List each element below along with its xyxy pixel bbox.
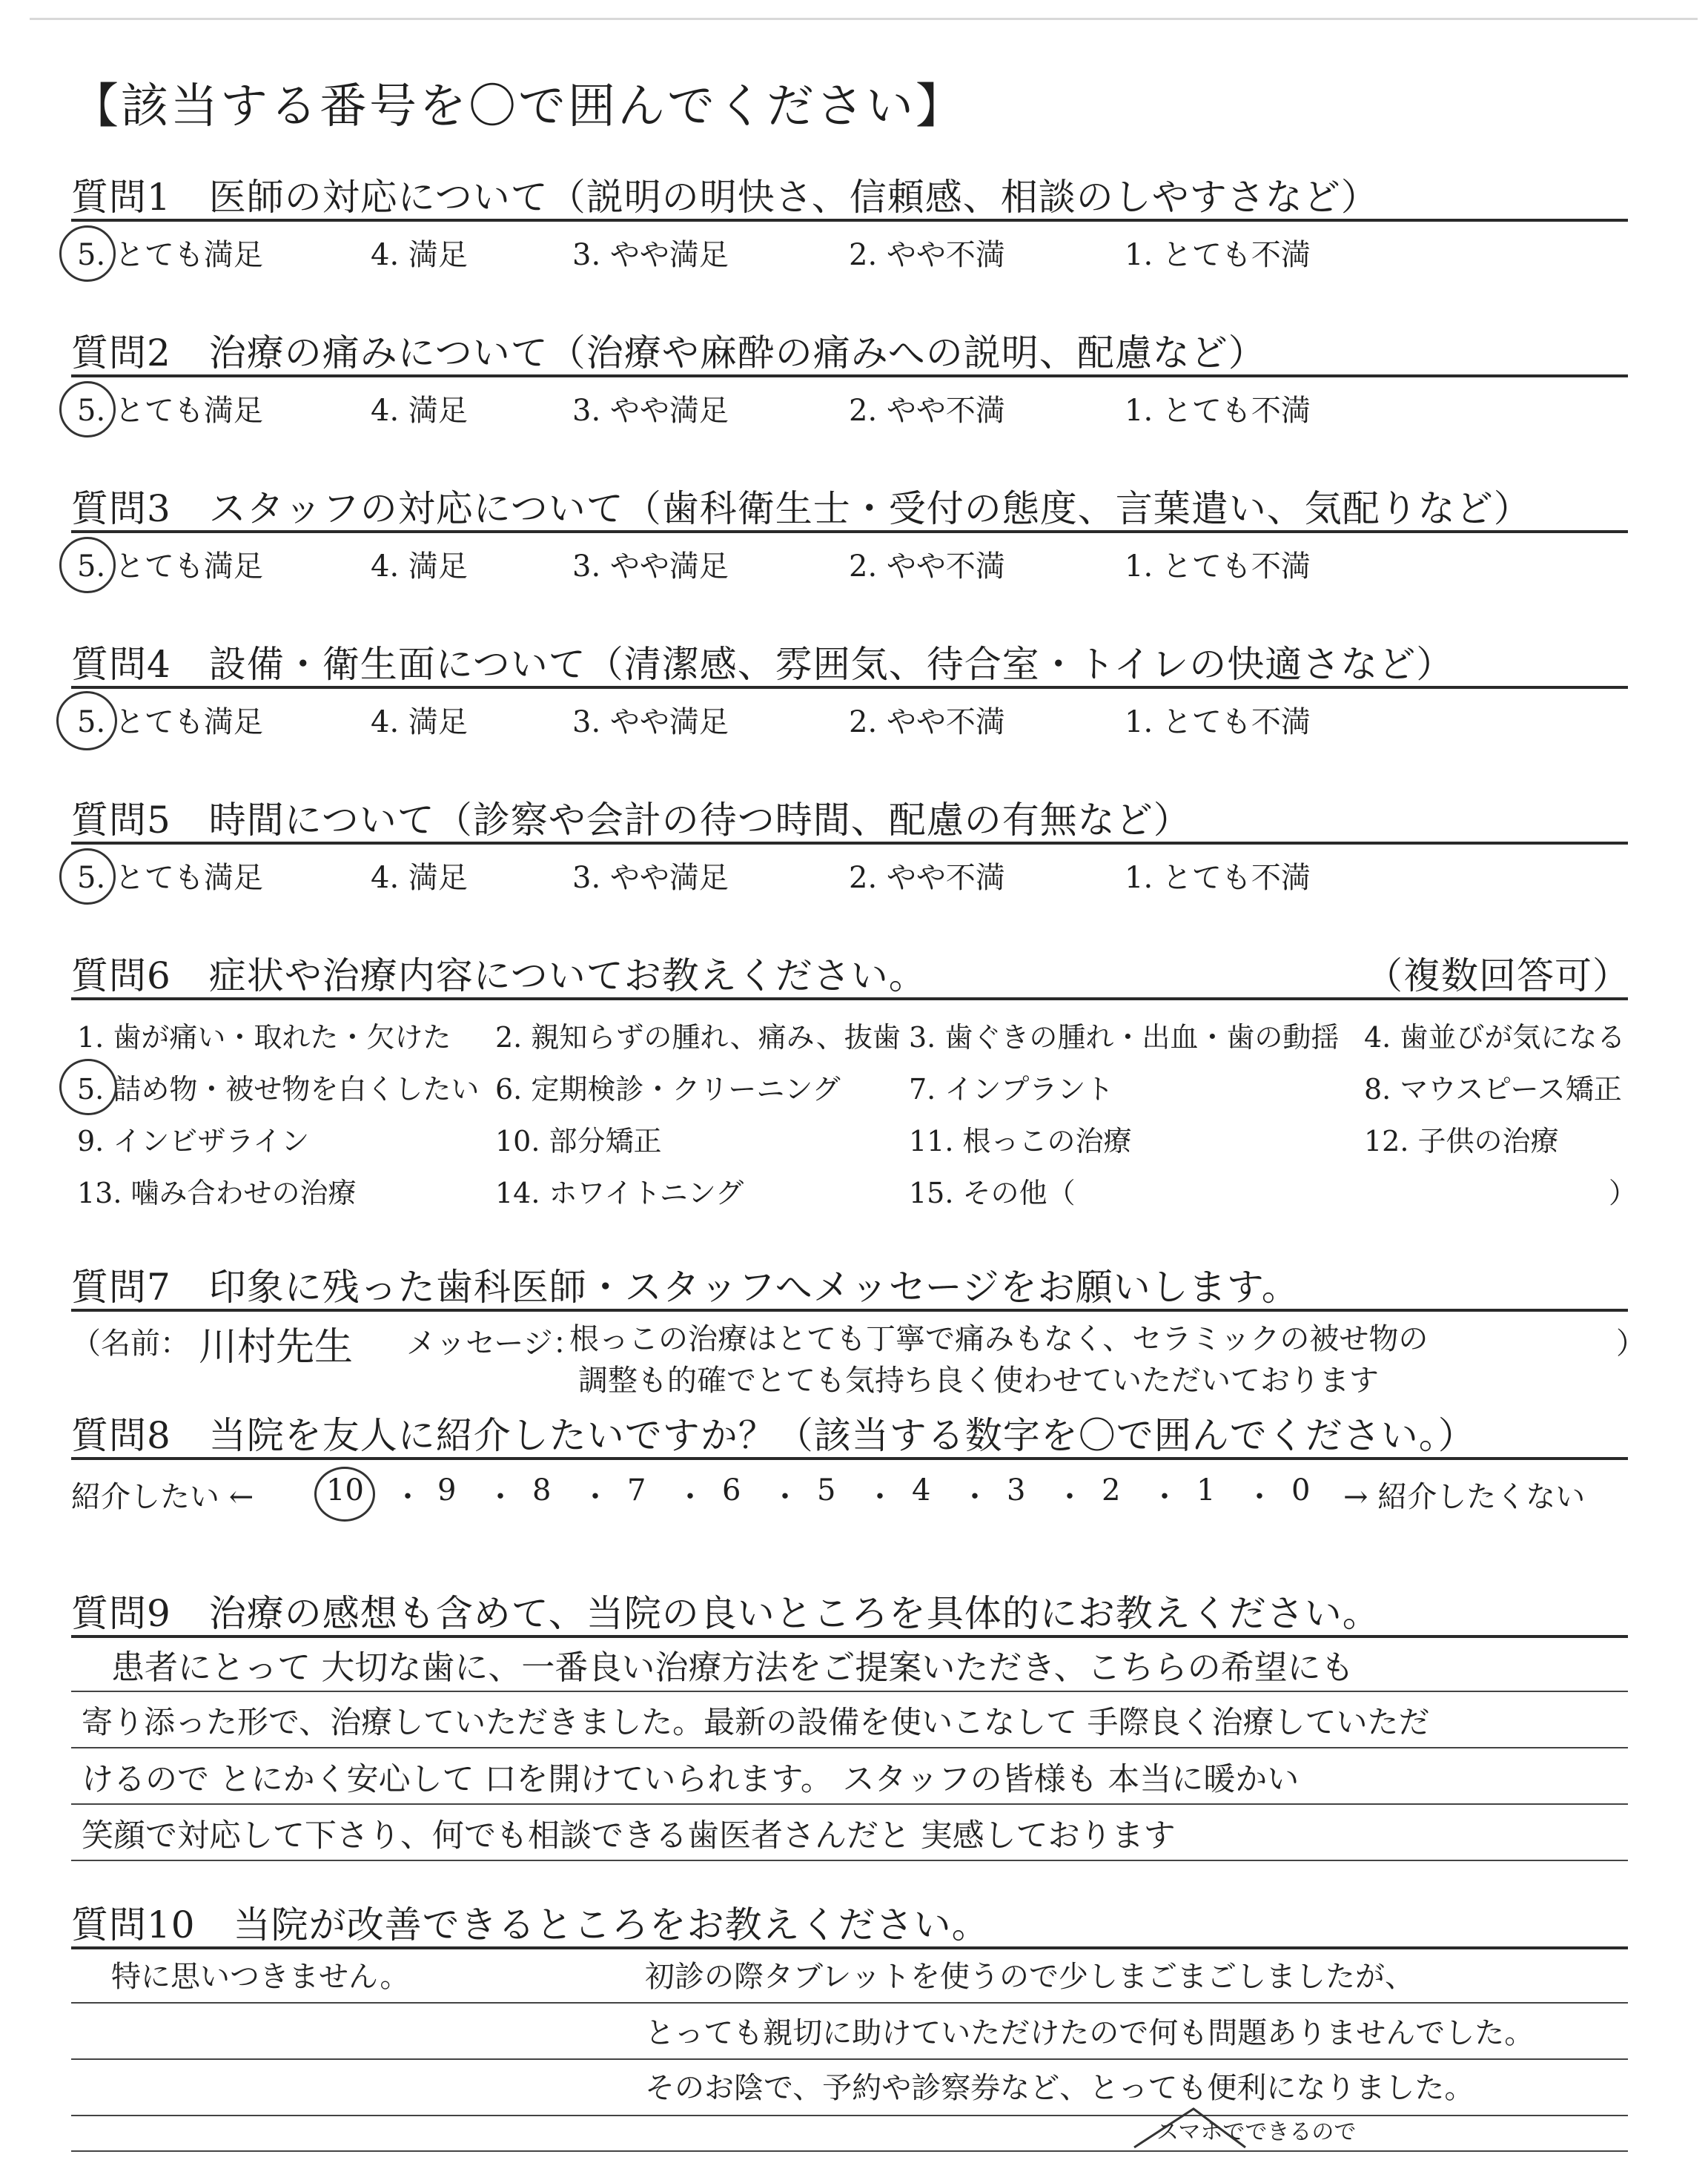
q2-option-5[interactable]: 5. とても満足: [77, 394, 263, 428]
question-8-rule: [71, 1457, 1628, 1460]
q1-option-5[interactable]: 5. とても満足: [77, 238, 263, 272]
top-edge-line: [30, 18, 1698, 20]
q6-item-3[interactable]: 3. 歯ぐきの腫れ・出血・歯の動揺: [909, 1021, 1340, 1054]
q2-option-1[interactable]: 1. とても不満: [1125, 394, 1311, 428]
q8-dot-2: ・: [486, 1480, 515, 1514]
q6-item-8[interactable]: 8. マウスピース矯正: [1364, 1073, 1622, 1106]
q4-option-2[interactable]: 2. やや不満: [849, 705, 1005, 739]
q4-option-5[interactable]: 5. とても満足: [77, 705, 263, 739]
question-10-rule: [71, 1946, 1628, 1949]
question-7-rule: [71, 1309, 1628, 1312]
q6-item-5[interactable]: 5. 詰め物・被せ物を白くしたい: [77, 1073, 480, 1106]
q6-item-11[interactable]: 11. 根っこの治療: [909, 1125, 1132, 1157]
q10-insert-note[interactable]: スマホでできるので: [1156, 2119, 1357, 2145]
q2-option-3[interactable]: 3. やや満足: [572, 394, 729, 428]
q8-dot-5: ・: [770, 1480, 800, 1514]
question-4-rule: [71, 686, 1628, 689]
q8-dot-10: ・: [1245, 1480, 1274, 1514]
insert-caret-mark: [1127, 2103, 1260, 2152]
question-6-note: （複数回答可）: [1366, 954, 1630, 997]
question-6-title: 質問6 症状や治療内容についてお教えください。: [71, 954, 927, 997]
q7-message-line-1[interactable]: 根っこの治療はとても丁寧で痛みもなく、セラミックの被せ物の: [569, 1322, 1429, 1356]
q8-scale-1[interactable]: 1: [1196, 1473, 1216, 1507]
question-5-rule: [71, 842, 1628, 845]
q2-selection-circle: [59, 381, 116, 437]
q8-scale-9[interactable]: 9: [437, 1473, 457, 1507]
q2-option-4[interactable]: 4. 満足: [371, 394, 468, 428]
question-7-title: 質問7 印象に残った歯科医師・スタッフへメッセージをお願いします。: [71, 1266, 1300, 1309]
q10-answer-line-2[interactable]: とっても親切に助けていただけたので何も問題ありませんでした。: [645, 2016, 1535, 2050]
q6-item-10[interactable]: 10. 部分矯正: [495, 1125, 662, 1157]
q8-dot-8: ・: [1055, 1480, 1085, 1514]
q6-other-close-paren: ）: [1609, 1177, 1638, 1209]
q2-option-2[interactable]: 2. やや不満: [849, 394, 1005, 428]
q8-scale-7[interactable]: 7: [627, 1473, 646, 1507]
q1-option-3[interactable]: 3. やや満足: [572, 238, 729, 272]
instruction-header: 【該当する番号を〇で囲んでください】: [71, 79, 965, 134]
q9-answer-line-3[interactable]: けるので とにかく安心して 口を開けていられます。 スタッフの皆様も 本当に暖かい: [82, 1761, 1300, 1798]
q7-close-paren: ）: [1616, 1327, 1646, 1361]
q8-scale-5[interactable]: 5: [817, 1473, 836, 1507]
q3-option-1[interactable]: 1. とても不満: [1125, 549, 1311, 584]
q5-selection-circle: [59, 848, 116, 905]
q8-dot-3: ・: [580, 1480, 610, 1514]
q8-scale-4[interactable]: 4: [912, 1473, 931, 1507]
q8-dot-9: ・: [1150, 1480, 1179, 1514]
q1-option-4[interactable]: 4. 満足: [371, 238, 468, 272]
q8-scale-10[interactable]: 10: [326, 1473, 364, 1507]
q3-option-2[interactable]: 2. やや不満: [849, 549, 1005, 584]
q10-answer-rule-4: [71, 2150, 1628, 2152]
question-4-title: 質問4 設備・衛生面について（清潔感、雰囲気、待合室・トイレの快適さなど）: [71, 643, 1454, 686]
q8-selection-circle: [314, 1467, 375, 1522]
q8-right-label: → 紹介したくない: [1343, 1480, 1586, 1514]
q8-dot-6: ・: [865, 1480, 895, 1514]
q10-answer-rule-2: [71, 2058, 1628, 2060]
q9-answer-rule-1: [71, 1691, 1628, 1692]
q4-option-4[interactable]: 4. 満足: [371, 705, 468, 739]
q1-option-1[interactable]: 1. とても不満: [1125, 238, 1311, 272]
q4-option-1[interactable]: 1. とても不満: [1125, 705, 1311, 739]
q3-option-4[interactable]: 4. 満足: [371, 549, 468, 584]
q5-option-4[interactable]: 4. 満足: [371, 861, 468, 895]
q8-scale-0[interactable]: 0: [1291, 1473, 1311, 1507]
q10-answer-line-1[interactable]: 初診の際タブレットを使うので少しまごまごしましたが、: [645, 1960, 1414, 1994]
q8-scale-3[interactable]: 3: [1007, 1473, 1026, 1507]
question-9-title: 質問9 治療の感想も含めて、当院の良いところを具体的にお教えください。: [71, 1592, 1380, 1635]
q8-dot-4: ・: [675, 1480, 705, 1514]
q9-answer-line-4[interactable]: 笑顔で対応して下さり、何でも相談できる歯医者さんだと 実感しております: [82, 1817, 1176, 1855]
q8-scale-2[interactable]: 2: [1102, 1473, 1121, 1507]
q8-dot-7: ・: [960, 1480, 990, 1514]
question-3-title: 質問3 スタッフの対応について（歯科衛生士・受付の態度、言葉遣い、気配りなど）: [71, 487, 1532, 530]
q1-selection-circle: [59, 225, 116, 282]
q9-answer-rule-4: [71, 1860, 1628, 1861]
q5-option-5[interactable]: 5. とても満足: [77, 861, 263, 895]
q5-option-3[interactable]: 3. やや満足: [572, 861, 729, 895]
q6-item-2[interactable]: 2. 親知らずの腫れ、痛み、抜歯: [495, 1021, 901, 1054]
q7-name-label: （名前：: [71, 1327, 190, 1361]
q10-answer-left[interactable]: 特に思いつきません。: [111, 1960, 410, 1994]
question-9-rule: [71, 1635, 1628, 1638]
question-5-title: 質問5 時間について（診察や会計の待つ時間、配慮の有無など）: [71, 799, 1191, 842]
q9-answer-line-2[interactable]: 寄り添った形で、治療していただきました。最新の設備を使いこなして 手際良く治療していただ: [82, 1704, 1430, 1740]
q8-left-label: 紹介したい ←: [71, 1480, 254, 1514]
q6-item-13[interactable]: 13. 噛み合わせの治療: [77, 1177, 357, 1209]
q3-option-5[interactable]: 5. とても満足: [77, 549, 263, 584]
question-6-rule: [71, 997, 1628, 1000]
q5-option-2[interactable]: 2. やや不満: [849, 861, 1005, 895]
q6-item-12[interactable]: 12. 子供の治療: [1364, 1125, 1559, 1157]
q7-message-line-2[interactable]: 調整も的確でとても気持ち良く使わせていただいております: [578, 1364, 1379, 1398]
question-8-title: 質問8 当院を友人に紹介したいですか？（該当する数字を〇で囲んでください。）: [71, 1414, 1476, 1457]
question-1-title: 質問1 医師の対応について（説明の明快さ、信頼感、相談のしやすさなど）: [71, 176, 1379, 219]
q10-answer-rule-1: [71, 2002, 1628, 2004]
q9-answer-rule-3: [71, 1803, 1628, 1805]
q6-item-6[interactable]: 6. 定期検診・クリーニング: [495, 1073, 841, 1106]
question-3-rule: [71, 530, 1628, 533]
q8-scale-8[interactable]: 8: [532, 1473, 552, 1507]
q3-option-3[interactable]: 3. やや満足: [572, 549, 729, 584]
q6-selection-circle: [59, 1059, 117, 1115]
q6-item-1[interactable]: 1. 歯が痛い・取れた・欠けた: [77, 1021, 451, 1054]
q10-answer-rule-3: [71, 2115, 1628, 2116]
q1-option-2[interactable]: 2. やや不満: [849, 238, 1005, 272]
q7-message-label: メッセージ：: [406, 1327, 583, 1361]
q9-answer-rule-2: [71, 1747, 1628, 1748]
q9-answer-line-1[interactable]: 患者にとって 大切な歯に、一番良い治療方法をご提案いただき、こちらの希望にも: [111, 1648, 1354, 1687]
question-1-rule: [71, 219, 1628, 222]
q5-option-1[interactable]: 1. とても不満: [1125, 861, 1311, 895]
q8-dot-1: ・: [393, 1480, 423, 1514]
q4-option-3[interactable]: 3. やや満足: [572, 705, 729, 739]
q6-item-4[interactable]: 4. 歯並びが気になる: [1364, 1021, 1626, 1054]
question-2-rule: [71, 374, 1628, 377]
q10-answer-line-3[interactable]: そのお陰で、予約や診察券など、とっても便利になりました。: [645, 2071, 1474, 2105]
q8-scale-6[interactable]: 6: [722, 1473, 741, 1507]
q7-name-value[interactable]: 川村先生: [199, 1325, 354, 1370]
question-10-title: 質問10 当院が改善できるところをお教えください。: [71, 1903, 990, 1946]
q3-selection-circle: [59, 537, 116, 593]
q6-item-15[interactable]: 15. その他（: [909, 1177, 1076, 1209]
q6-item-14[interactable]: 14. ホワイトニング: [495, 1177, 744, 1209]
q6-item-7[interactable]: 7. インプラント: [909, 1073, 1114, 1106]
q4-selection-circle: [56, 691, 117, 750]
question-2-title: 質問2 治療の痛みについて（治療や麻酔の痛みへの説明、配慮など）: [71, 331, 1266, 374]
q6-item-9[interactable]: 9. インビザライン: [77, 1125, 310, 1157]
